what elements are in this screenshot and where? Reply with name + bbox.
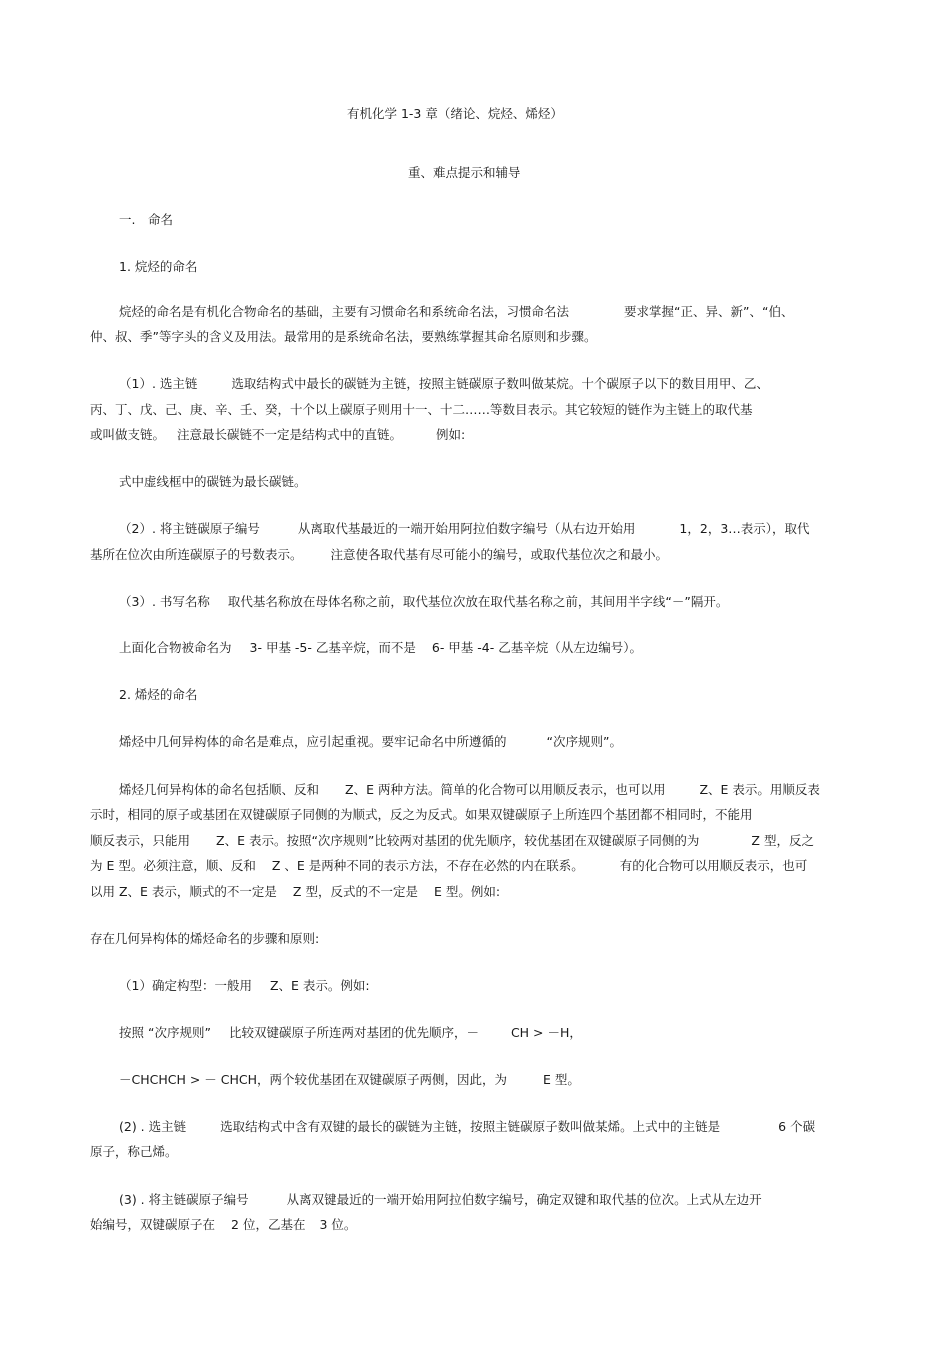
paragraph-intro-line1	[119, 300, 793, 324]
text-segment: 从离取代基最近的一端开始用阿拉伯数字编号（从右边开始用	[297, 521, 636, 536]
text-segment: Z、E 表示。例如:	[269, 978, 370, 993]
text-segment: 基所在位次由所连碳原子的号数表示。	[90, 547, 303, 562]
text-segment: E 型。	[543, 1072, 580, 1087]
paragraph-step1-line2: 丙、丁、戊、己、庚、辛、壬、癸，十个以上碳原子则用十一、十二……等数目表示。其它较短的链作为主链上的取代基	[90, 402, 753, 417]
paragraph-main-chain-line2: 原子，称己烯。	[90, 1144, 178, 1159]
section-heading-naming: 一. 命名	[119, 212, 173, 227]
text-segment: 注意使各取代基有尽可能小的编号，或取代基位次之和最小。	[330, 547, 669, 562]
paragraph-chch	[119, 1068, 580, 1092]
text-segment: 1，2，3…表示），取代	[679, 521, 810, 536]
text-segment: 要求掌握“正、异、新”、“伯、	[624, 304, 794, 319]
text-segment: Z、E 两种方法。简单的化合物可以用顺反表示，也可以用	[345, 782, 666, 797]
text-segment: Z、E 表示。按照“次序规则”比较两对基团的优先顺序，较优基团在双键碳原子同侧的为	[216, 833, 700, 848]
text-segment: 烷烃的命名是有机化合物命名的基础，主要有习惯命名和系统命名法，习惯命名法	[119, 304, 570, 319]
paragraph-ze-line1	[119, 778, 820, 802]
text-segment: 比较双键碳原子所连两对基团的优先顺序，－	[228, 1025, 479, 1040]
paragraph-step1-line1	[119, 372, 769, 396]
text-segment: Z 型，反式的不一定是	[292, 884, 418, 899]
document-title: 有机化学 1-3 章（绪论、烷烃、烯烃）	[347, 106, 563, 121]
text-segment: 6- 甲基 -4- 乙基辛烷（从左边编号）。	[431, 640, 642, 655]
paragraph-sequence-rule	[119, 1021, 582, 1045]
text-segment: 3- 甲基 -5- 乙基辛烷，而不是	[249, 640, 416, 655]
text-segment: （1）确定构型：一般用	[119, 978, 252, 993]
text-segment: 以用 Z、E 表示，顺式的不一定是	[90, 884, 277, 899]
paragraph-ze-line3	[90, 829, 814, 853]
text-segment: －CHCHCH > － CHCH，两个较优基团在双键碳原子两侧，因此，为	[119, 1072, 508, 1087]
text-segment: 从离双键最近的一端开始用阿拉伯数字编号，确定双键和取代基的位次。上式从左边开	[286, 1192, 762, 1207]
text-segment: 始编号，双键碳原子在	[90, 1217, 216, 1232]
text-segment: 例如:	[436, 427, 466, 442]
paragraph-step2-line1	[119, 517, 810, 541]
paragraph-step3	[119, 590, 728, 614]
paragraph-naming-rules: 存在几何异构体的烯烃命名的步骤和原则:	[90, 931, 320, 946]
text-segment: 烯烃中几何异构体的命名是难点，应引起重视。要牢记命名中所遵循的	[119, 734, 507, 749]
subsection-alkene-naming: 2. 烯烃的命名	[119, 687, 198, 702]
step-label: (3) . 将主链碳原子编号	[119, 1192, 249, 1207]
text-segment: 注意最长碳链不一定是结构式中的直链。	[177, 427, 403, 442]
paragraph-step1-line3	[90, 423, 465, 447]
text-segment: 或叫做支链。	[90, 427, 166, 442]
text-segment: 按照 “次序规则”	[119, 1025, 211, 1040]
paragraph-step2-line2	[90, 543, 668, 567]
paragraph-numbering-line1	[119, 1188, 762, 1212]
paragraph-main-chain-line1	[119, 1115, 815, 1139]
text-segment: 为 E 型。必须注意，顺、反和	[90, 858, 256, 873]
paragraph-named-compound	[119, 636, 642, 660]
text-segment: “次序规则”。	[546, 734, 622, 749]
paragraph-configuration	[119, 974, 370, 998]
text-segment: CH > －H，	[510, 1025, 582, 1040]
step-label: （2）. 将主链碳原子编号	[119, 521, 260, 536]
text-segment: Z 型，反之	[751, 833, 814, 848]
step-label: （3）. 书写名称	[119, 594, 210, 609]
text-segment: 选取结构式中含有双键的最长的碳链为主链，按照主链碳原子数叫做某烯。上式中的主链是	[220, 1119, 721, 1134]
document-subtitle: 重、难点提示和辅导	[408, 165, 521, 180]
text-segment: 2 位，乙基在	[231, 1217, 306, 1232]
text-segment: Z 、E 是两种不同的表示方法，不存在必然的内在联系。	[271, 858, 584, 873]
step-label: (2) . 选主链	[119, 1119, 187, 1134]
text-segment: 顺反表示，只能用	[90, 833, 191, 848]
text-segment: 烯烃几何异构体的命名包括顺、反和	[119, 782, 320, 797]
subsection-alkane-naming: 1. 烷烃的命名	[119, 259, 198, 274]
paragraph-ze-line2: 示时，相同的原子或基团在双键碳原子同侧的为顺式，反之为反式。如果双键碳原子上所连四个基团都不相同时，不能用	[90, 807, 753, 822]
text-segment: 选取结构式中最长的碳链为主链，按照主链碳原子数叫做某烷。十个碳原子以下的数目用甲、乙、	[231, 376, 769, 391]
paragraph-numbering-line2	[90, 1213, 356, 1237]
text-segment: Z、E 表示。用顺反表	[699, 782, 820, 797]
paragraph-dashed-chain: 式中虚线框中的碳链为最长碳链。	[119, 474, 307, 489]
paragraph-ze-line4	[90, 854, 807, 878]
text-segment: 6 个碳	[778, 1119, 816, 1134]
text-segment: E 型。例如:	[433, 884, 501, 899]
text-segment: 3 位。	[319, 1217, 357, 1232]
paragraph-ze-line5	[90, 880, 500, 904]
paragraph-geometric-isomers	[119, 730, 622, 754]
step-label: （1）. 选主链	[119, 376, 198, 391]
paragraph-intro-line2: 仲、叔、季”等字头的含义及用法。最常用的是系统命名法，要熟练掌握其命名原则和步骤。	[90, 329, 597, 344]
text-segment: 有的化合物可以用顺反表示，也可	[619, 858, 808, 873]
text-segment: 上面化合物被命名为	[119, 640, 232, 655]
text-segment: 取代基名称放在母体名称之前，取代基位次放在取代基名称之前，其间用半字线“－”隔开。	[227, 594, 729, 609]
